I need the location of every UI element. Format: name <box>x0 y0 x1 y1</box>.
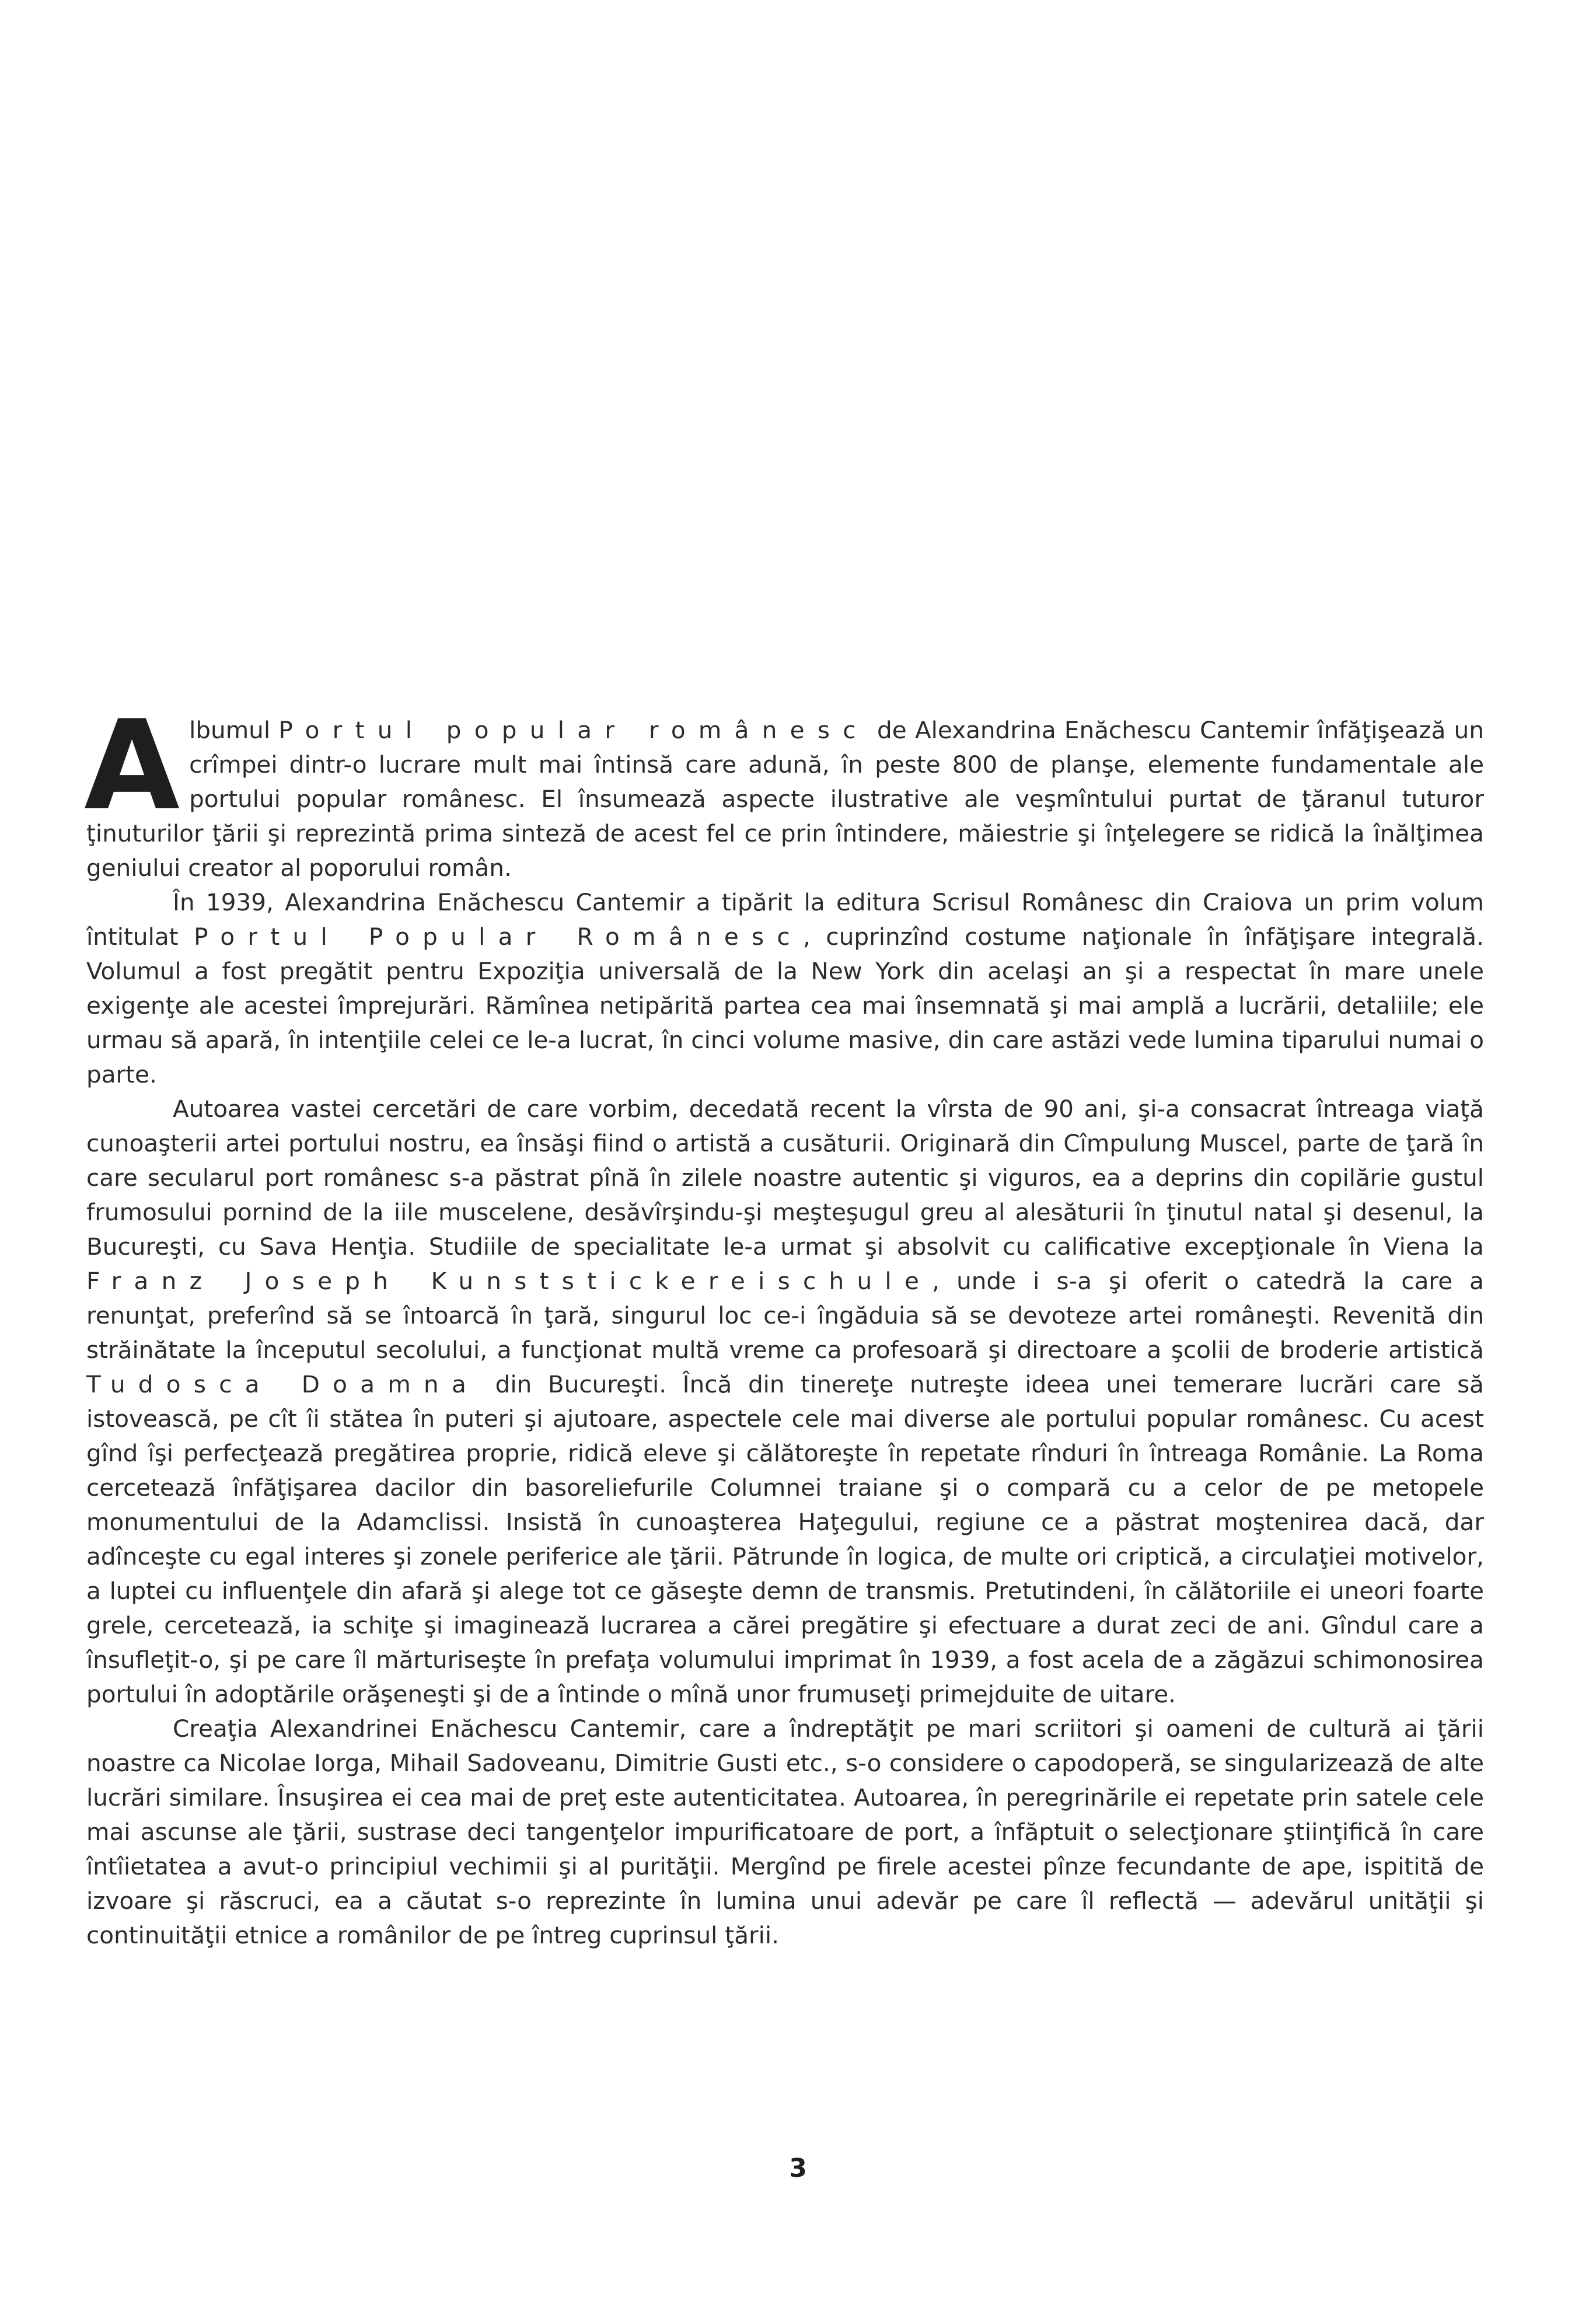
paragraph-2-text-a: În 1939, Alexandrina Enăchescu Cantemir a tipărit la editura Scrisul Românesc din Craiova un prim volum întitulat <box>86 888 1484 951</box>
paragraph-1 <box>84 693 1484 885</box>
paragraph-3 <box>86 1092 1484 1712</box>
paragraph-4-text: Creaţia Alexandrinei Enăchescu Cantemir, care a îndreptăţit pe mari scriitori şi oameni de cultură ai ţării noastre ca Nicolae Iorga, Mihail Sadoveanu, Dimitrie Gusti etc., s-o considere o capodoperă, se singularizează de alte lucrări similare. Însuşirea ei cea mai de preţ este autenticitatea. Autoarea, în peregrinările ei repetate prin satele cele mai ascunse ale ţării, sustrase deci tangenţelor impurificatoare de port, a înfăptuit o selecţionare ştiinţifică în care întîietatea a avut-o principiul vechimii şi al purităţii. Mergînd pe firele acestei pînze fecundante de ape, ispitită de izvoare şi răscruci, ea a căutat s-o reprezinte în lumina unui adevăr pe care îl reflectă — adevărul unităţii şi continuităţii etnice a românilor de pe întreg cuprinsul ţării. <box>86 1715 1484 1949</box>
volume-title: Portul Popular Românesc <box>194 923 803 951</box>
page-number: 3 <box>789 2153 807 2183</box>
paragraph-4 <box>86 1712 1484 1953</box>
paragraph-2 <box>86 885 1484 1092</box>
article-body <box>84 693 1484 1953</box>
album-title: Portul popular românesc <box>278 716 869 744</box>
drop-cap: A <box>84 693 180 837</box>
paragraph-3-text-a: Autoarea vastei cercetări de care vorbim, decedată recent la vîrsta de 90 ani, şi-a consacrat întreaga viaţă cunoaşterii artei portului nostru, ea însăşi fiind o artistă a cusăturii. Originară din Cîmpulung Muscel, parte de ţară în care secularul port românesc s-a păstrat pînă în zilele noastre autentic şi viguros, ea a deprins din copilărie gustul frumosului pornind de la iile muscelene, desăvîrşindu-şi meşteşugul greu al alesăturii în ţinutul natal şi desenul, la Bucureşti, cu Sava Henţia. Studiile de specialitate le-a urmat şi absolvit cu calificative excepţionale în Viena la <box>86 1095 1484 1261</box>
school-name: Franz Joseph Kunststickereischule <box>86 1267 933 1295</box>
paragraph-2-text-b: , cuprinzînd costume naţionale în înfăţişare integrală. Volumul a fost pregătit pentru Expoziţia universală de la New York din acelaşi an şi a respectat în mare unele exigenţe ale acestei împrejurări. Rămînea netipărită partea cea mai însemnată şi mai amplă a lucrării, detaliile; ele urmau să apară, în intenţiile celei ce le-a lucrat, în cinci volume masive, din care astăzi vede lumina tiparului numai o parte. <box>86 923 1484 1088</box>
embroidery-school-name: Tudosca Doamna <box>86 1370 480 1398</box>
paragraph-3-text-c: din Bucureşti. Încă din tinereţe nutreşte ideea unei temerare lucrări care să istovească, pe cît îi stătea în puteri şi ajutoare, aspectele cele mai diverse ale portului popular românesc. Cu acest gînd îşi perfecţează pregătirea proprie, ridică eleve şi călătoreşte în repetate rînduri în întreaga Românie. La Roma cercetează înfăţişarea dacilor din basoreliefurile Columnei traiane şi o compară cu a celor de pe metopele monumentului de la Adamclissi. Insistă în cunoaşterea Haţegului, regiune ce a păstrat moştenirea dacă, dar adînceşte cu egal interes şi zonele periferice ale ţării. Pătrunde în logica, de multe ori criptică, a circulaţiei motivelor, a luptei cu influenţele din afară şi alege tot ce găseşte demn de transmis. Pretutindeni, în călătoriile ei uneori foarte grele, cercetează, ia schiţe şi imaginează lucrarea a cărei pregătire şi efectuare a durat zeci de ani. Gîndul care a însufleţit-o, şi pe care îl mărturiseşte în prefaţa volumului imprimat în 1939, a fost acela de a zăgăzui schimonosirea portului în adoptările orăşeneşti şi de a întinde o mînă unor frumuseţi primejduite de uitare. <box>86 1370 1484 1708</box>
paragraph-3-text-b: , unde i s-a şi oferit o catedră la care a renunţat, preferînd să se întoarcă în ţară, singurul loc ce-i îngăduia să se devoteze artei româneşti. Revenită din străinătate la începutul secolului, a funcţionat multă vreme ca profesoară şi directoare a şcolii de broderie artistică <box>86 1267 1484 1364</box>
paragraph-1-text-b: de Alexandrina Enăchescu Cantemir înfăţişează un crîmpei dintr-o lucrare mult mai întinsă care adună, în peste 800 de planşe, elemente fundamentale ale portului popular românesc. El însumează aspecte ilustrative ale veşmîntului purtat de ţăranul tuturor ţinuturilor ţării şi reprezintă prima sinteză de acest fel ce prin întindere, măiestrie şi înţelegere se ridică la înălţimea geniului creator al poporului român. <box>86 716 1484 882</box>
paragraph-1-text-a: lbumul <box>189 716 279 744</box>
